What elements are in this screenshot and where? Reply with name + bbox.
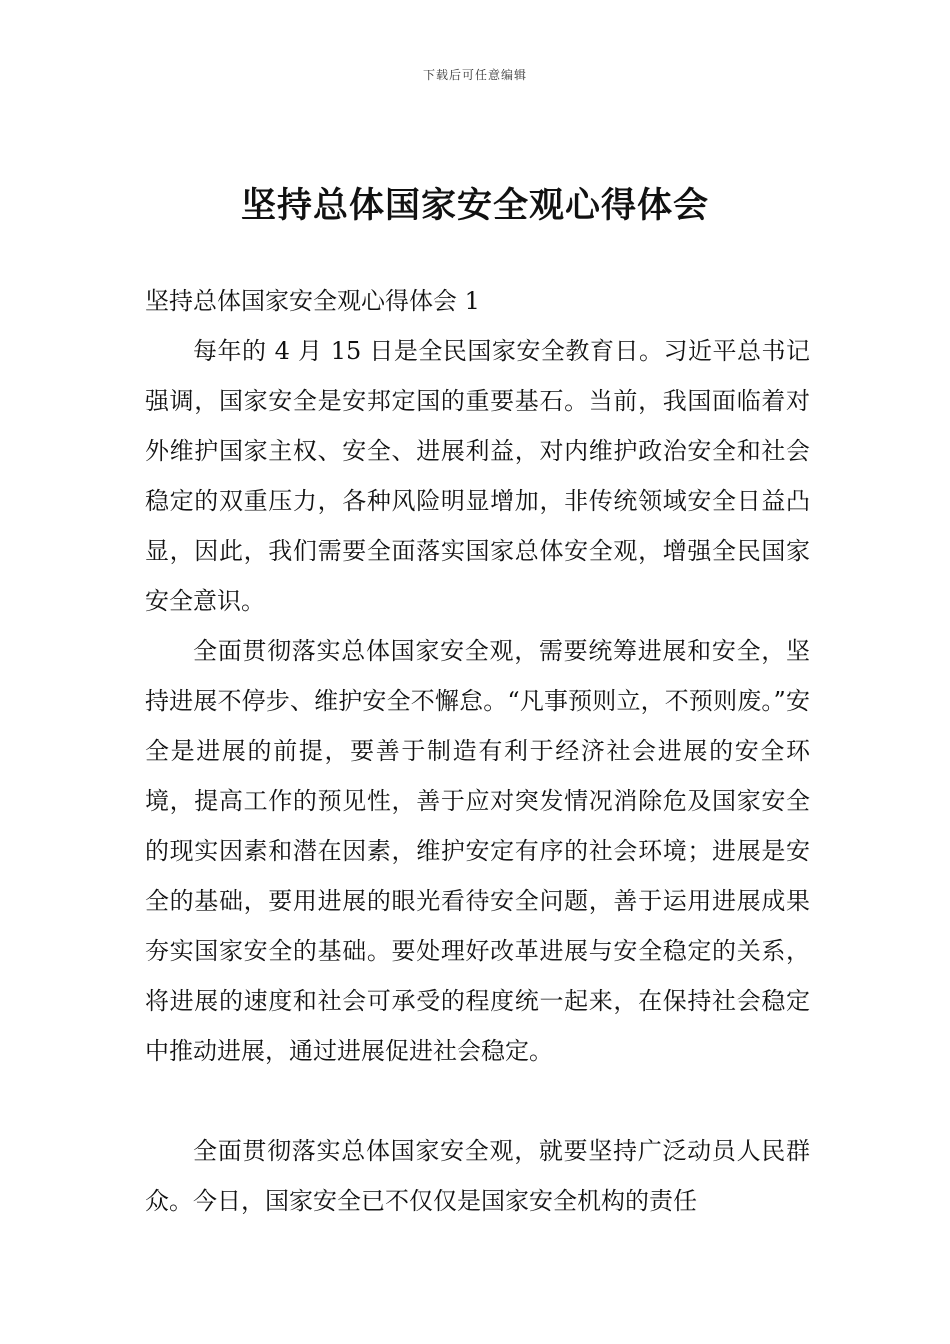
paragraph: 全面贯彻落实总体国家安全观，需要统筹进展和安全，坚持进展不停步、维护安全不懈怠。“凡事预则立，不预则废。”安全是进展的前提，要善于制造有利于经济社会进展的安全环境，提高工作的预见性，善于应对突发情况消除危及国家安全的现实因素和潜在因素，维护安定有序的社会环境；进展是安全的基础，要用进展的眼光看待安全问题，善于运用进展成果夯实国家安全的基础。要处理好改革进展与安全稳定的关系，将进展的速度和社会可承受的程度统一起来，在保持社会稳定中推动进展，通过进展促进社会稳定。 [145, 637, 810, 1065]
paragraph: 全面贯彻落实总体国家安全观，就要坚持广泛动员人民群众。今日，国家安全已不仅仅是国家安全机构的责任 [145, 1137, 810, 1215]
document-title: 坚持总体国家安全观心得体会 [240, 186, 709, 226]
section-heading: 坚持总体国家安全观心得体会 1 [145, 287, 480, 315]
header-note: 下载后可任意编辑 [422, 68, 527, 82]
paragraph: 每年的 4 月 15 日是全民国家安全教育日。习近平总书记强调，国家安全是安邦定国的重要基石。当前，我国面临着对外维护国家主权、安全、进展利益，对内维护政治安全和社会稳定的双重压力，各种风险明显增加，非传统领域安全日益凸显，因此，我们需要全面落实国家总体安全观，增强全民国家安全意识。 [145, 337, 810, 615]
